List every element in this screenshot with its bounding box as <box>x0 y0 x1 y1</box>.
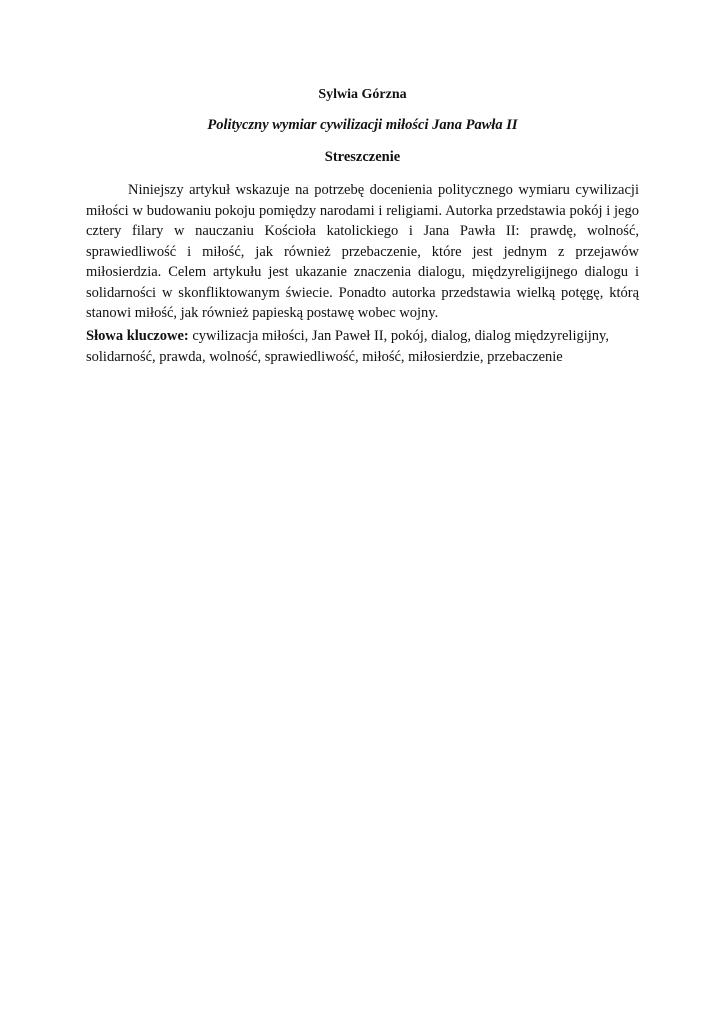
abstract-heading: Streszczenie <box>324 149 401 165</box>
keywords-label: Słowa kluczowe: <box>86 328 189 344</box>
article-title: Polityczny wymiar cywilizacji miłości Jana Pawła II <box>207 117 518 133</box>
keywords-list: cywilizacja miłości, Jan Paweł II, pokój, dialog, dialog międzyreligijny, solidarność, prawda, wolność, sprawiedliwość, miłość, miłosierdzie, przebaczenie <box>86 328 609 365</box>
keywords-paragraph <box>86 326 639 367</box>
abstract-paragraph: Niniejszy artykuł wskazuje na potrzebę docenienia politycznego wymiaru cywilizacji miłości w budowaniu pokoju pomiędzy narodami i religiami. Autorka przedstawia pokój i jego cztery filary w nauczaniu Kościoła katolickiego i Jana Pawła II: prawdę, wolność, sprawiedliwość i miłość, jak również przebaczenie, które jest jednym z przejawów miłosierdzia. Celem artykułu jest ukazanie znaczenia dialogu, międzyreligijnego dialogu i solidarności w skonfliktowanym świecie. Ponadto autorka przedstawia wielką potęgę, którą stanowi miłość, jak również papieską postawę wobec wojny. <box>86 182 639 321</box>
author-name: Sylwia Górzna <box>318 87 407 102</box>
